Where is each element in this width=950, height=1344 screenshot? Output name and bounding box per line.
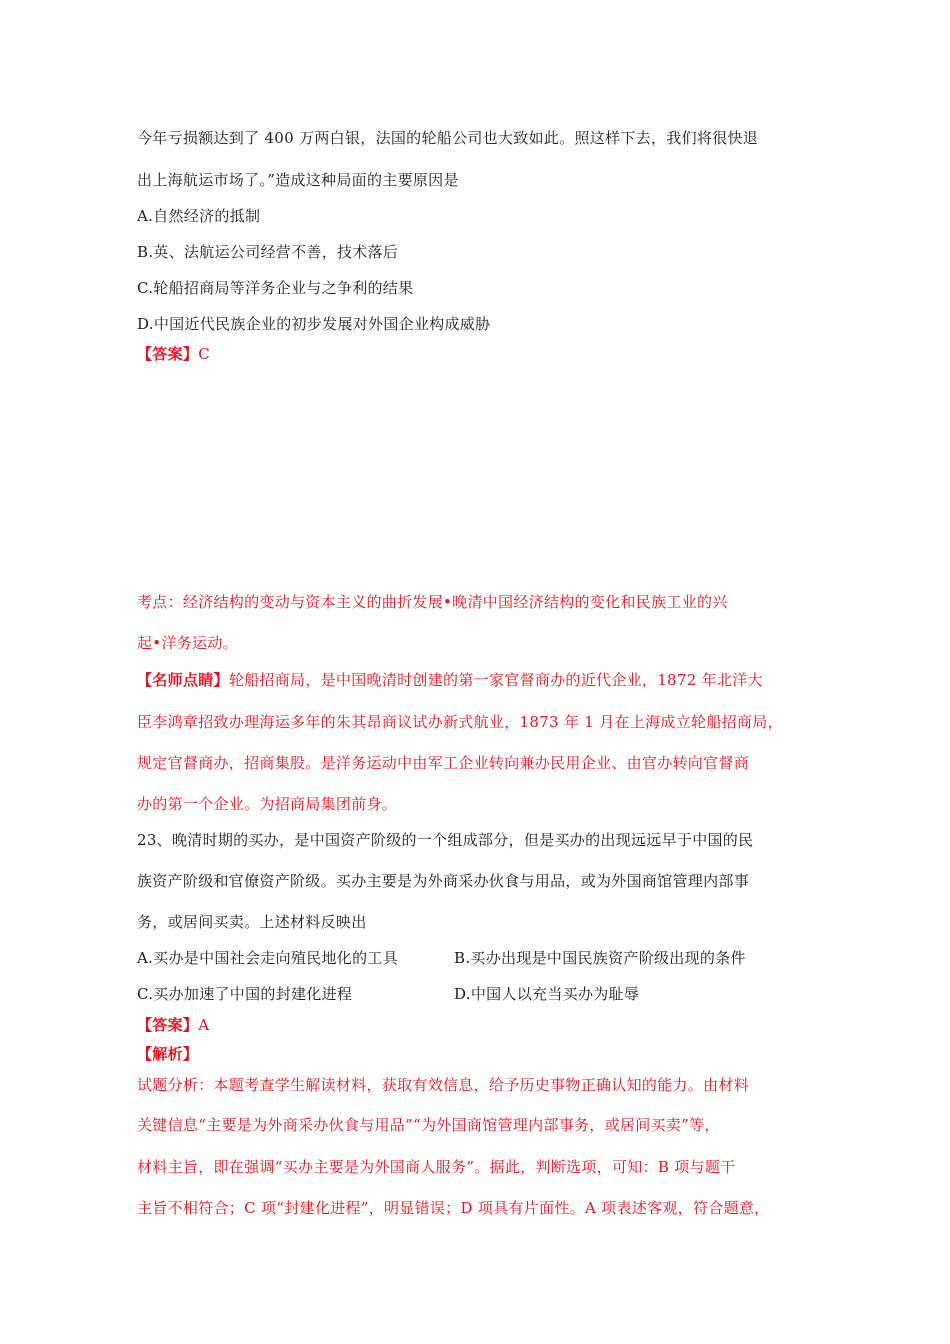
q22-option-b: B.英、法航运公司经营不善，技术落后 bbox=[137, 243, 399, 261]
answer-value: C bbox=[198, 345, 210, 363]
q23-options-row-1 bbox=[137, 947, 837, 968]
q22-stem-line-2: 出上海航运市场了。”造成这种局面的主要原因是 bbox=[137, 171, 459, 189]
q23-analysis-label: 【解析】 bbox=[137, 1045, 199, 1063]
q22-answer bbox=[137, 343, 210, 364]
q22-tip-line-1 bbox=[137, 669, 763, 690]
q22-stem-line-1: 今年亏损额达到了 400 万两白银，法国的轮船公司也大致如此。照这样下去，我们将很快退 bbox=[137, 129, 759, 147]
q23-analysis-line-1: 试题分析：本题考查学生解读材料，获取有效信息，给予历史事物正确认知的能力。由材料 bbox=[137, 1076, 750, 1094]
q23-stem-line-1: 23、晚清时期的买办，是中国资产阶级的一个组成部分，但是买办的出现远远早于中国的民 bbox=[137, 831, 754, 849]
tip-text: 轮船招商局，是中国晚清时创建的第一家官督商办的近代企业，1872 年北洋大 bbox=[228, 671, 763, 689]
q22-option-d: D.中国近代民族企业的初步发展对外国企业构成威胁 bbox=[137, 315, 491, 333]
q22-tip-line-3: 规定官督商办，招商集股。是洋务运动中由军工企业转向兼办民用企业、由官办转向官督商 bbox=[137, 754, 750, 772]
q22-kaodian-line-2: 起•洋务运动。 bbox=[137, 634, 238, 652]
q23-option-c: C.买办加速了中国的封建化进程 bbox=[137, 985, 353, 1003]
tip-label: 【名师点睛】 bbox=[137, 671, 229, 689]
answer-label: 【答案】 bbox=[137, 1016, 199, 1034]
q23-option-a: A.买办是中国社会走向殖民地化的工具 bbox=[137, 949, 399, 967]
q22-kaodian-line-1: 考点：经济结构的变动与资本主义的曲折发展•晚清中国经济结构的变化和民族工业的兴 bbox=[137, 593, 728, 611]
q22-option-c: C.轮船招商局等洋务企业与之争利的结果 bbox=[137, 279, 414, 297]
q23-answer bbox=[137, 1014, 209, 1035]
q23-analysis-line-2: 关键信息“主要是为外商采办伙食与用品”“为外国商馆管理内部事务，或居间买卖”等， bbox=[137, 1116, 720, 1134]
q22-tip-line-2: 臣李鸿章招致办理海运多年的朱其昂商议试办新式航业，1873 年 1 月在上海成立轮船招商局， bbox=[137, 713, 783, 731]
answer-label: 【答案】 bbox=[137, 345, 199, 363]
q22-tip-line-4: 办的第一个企业。为招商局集团前身。 bbox=[137, 795, 398, 813]
q23-option-d: D.中国人以充当买办为耻辱 bbox=[454, 985, 640, 1003]
q23-stem-line-2: 族资产阶级和官僚资产阶级。买办主要是为外商采办伙食与用品，或为外国商馆管理内部事 bbox=[137, 872, 750, 890]
q23-analysis-line-3: 材料主旨，即在强调“买办主要是为外国商人服务”。据此，判断选项，可知：B 项与题干 bbox=[137, 1158, 736, 1176]
q23-options-row-2 bbox=[137, 983, 837, 1004]
q22-option-a: A.自然经济的抵制 bbox=[137, 207, 261, 225]
q23-stem-line-3: 务，或居间买卖。上述材料反映出 bbox=[137, 913, 367, 931]
answer-value: A bbox=[198, 1016, 210, 1034]
q23-option-b: B.买办出现是中国民族资产阶级出现的条件 bbox=[454, 949, 746, 967]
q23-analysis-line-4: 主旨不相符合；C 项“封建化进程”，明显错误；D 项具有片面性。A 项表述客观，符合题意， bbox=[137, 1199, 770, 1217]
